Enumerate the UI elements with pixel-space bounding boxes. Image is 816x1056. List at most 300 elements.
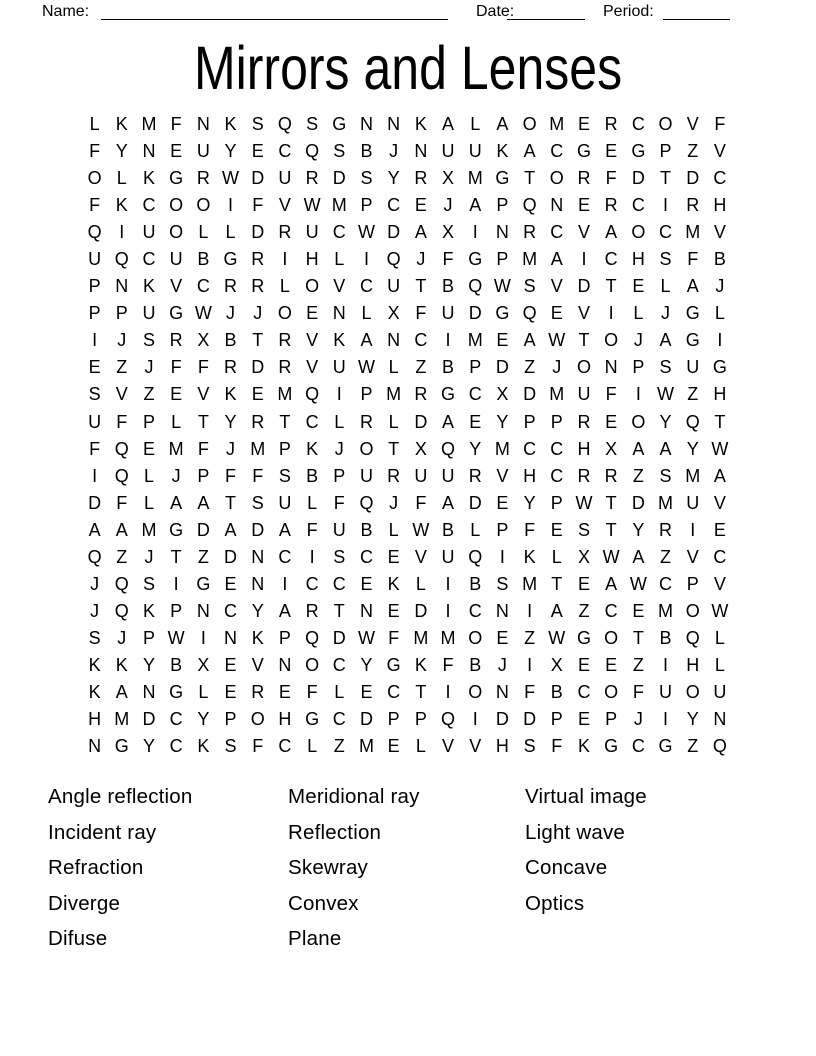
grid-letter: U [332,519,346,540]
word-list-column-1 [48,779,193,957]
grid-letter: B [306,465,319,486]
grid-letter: Q [386,249,401,270]
grid-letter: D [686,168,700,189]
grid-letter: C [196,276,210,297]
grid-letter: K [251,627,264,648]
grid-letter: B [442,276,455,297]
grid-letter: U [88,249,102,270]
grid-letter: P [550,492,563,513]
word-list-item: Light wave [525,820,626,844]
grid-letter: C [278,141,292,162]
grid-letter: C [631,736,645,757]
grid-letter: Z [687,736,699,757]
grid-letter: L [279,276,290,297]
word-list-column-2 [288,779,420,957]
grid-letter: Y [387,168,400,189]
grid-letter: A [224,519,237,540]
grid-letter: E [278,682,291,702]
grid-letter: W [657,384,675,405]
grid-letter: E [577,195,590,216]
grid-letter: X [442,222,455,243]
grid-letter: N [88,736,102,757]
grid-letter: L [388,411,399,432]
grid-letter: R [468,465,482,486]
grid-letter: D [631,168,645,189]
grid-letter: A [496,114,509,135]
grid-letter: T [605,492,617,513]
grid-letter: G [658,736,673,757]
grid-letter: F [632,682,644,702]
grid-letter: Z [687,384,699,405]
grid-letter: U [332,357,346,378]
grid-letter: P [605,709,618,730]
grid-letter: U [196,141,210,162]
grid-letter: T [714,411,726,432]
grid-letter: W [412,519,430,540]
grid-letter: W [629,573,647,594]
grid-letter: P [387,709,400,730]
grid-letter: C [468,384,482,405]
grid-letter: D [495,357,509,378]
grid-letter: C [359,546,373,567]
grid-letter: Q [468,546,483,567]
grid-letter: N [495,600,509,621]
grid-letter: S [496,573,509,594]
word-list-item: Difuse [48,927,108,951]
grid-letter: O [196,195,211,216]
grid-letter: I [200,627,206,648]
grid-letter: H [577,438,591,459]
grid-letter: S [278,465,291,486]
grid-letter: A [88,519,101,540]
grid-letter: S [333,141,346,162]
grid-letter: J [144,546,154,567]
grid-letter: A [115,682,128,702]
grid-letter: A [170,492,183,513]
grid-letter: I [92,465,98,486]
grid-letter: L [470,519,481,540]
grid-letter: V [306,357,319,378]
grid-letter: Q [277,114,292,135]
grid-letter: B [550,682,563,702]
grid-letter: K [115,114,128,135]
grid-letter: O [604,627,619,648]
grid-letter: Y [251,600,264,621]
grid-letter: E [224,682,237,702]
grid-letter: J [715,276,725,297]
grid-letter: C [604,249,618,270]
word-list-item: Reflection [288,820,382,844]
grid-letter: X [550,654,563,675]
grid-letter: P [496,519,509,540]
grid-letter: U [468,141,482,162]
grid-letter: K [115,654,128,675]
grid-letter: R [251,411,265,432]
grid-letter: A [632,438,645,459]
grid-letter: D [468,492,482,513]
grid-letter: E [360,573,373,594]
grid-letter: K [333,330,346,351]
grid-letter: L [89,114,100,135]
grid-letter: G [468,249,483,270]
grid-letter: Q [522,303,537,324]
grid-letter: L [714,627,725,648]
grid-letter: I [717,330,723,351]
grid-letter: D [142,709,156,730]
grid-letter: R [659,519,673,540]
grid-letter: N [278,654,292,675]
grid-letter: K [142,168,155,189]
grid-letter: R [604,465,618,486]
grid-letter: O [604,330,619,351]
grid-letter: L [415,573,426,594]
grid-letter: T [632,627,644,648]
grid-letter: O [604,682,619,702]
grid-letter: G [196,573,211,594]
grid-letter: P [278,438,291,459]
grid-letter: F [89,195,101,216]
grid-letter: E [251,384,264,405]
grid-letter: F [252,465,264,486]
grid-letter: I [445,600,451,621]
grid-letter: Z [524,357,536,378]
grid-letter: U [441,546,455,567]
grid-letter: L [334,249,345,270]
grid-letter: Q [685,627,700,648]
grid-letter: I [527,654,533,675]
grid-letter: R [278,222,292,243]
grid-letter: R [387,465,401,486]
grid-letter: L [307,492,318,513]
grid-letter: S [659,249,672,270]
grid-letter: F [551,736,563,757]
grid-letter: X [414,438,427,459]
grid-letter: N [332,303,346,324]
grid-letter: Y [224,141,237,162]
grid-letter: M [522,573,538,594]
grid-letter: E [414,195,427,216]
grid-letter: D [577,276,591,297]
grid-letter: Z [632,654,644,675]
grid-letter: I [472,222,478,243]
grid-letter: E [605,411,618,432]
word-list-item: Concave [525,856,608,880]
grid-letter: W [357,627,375,648]
grid-letter: J [253,303,263,324]
grid-letter: E [605,141,618,162]
grid-letter: R [251,249,265,270]
grid-letter: W [493,276,511,297]
grid-letter: P [659,141,672,162]
grid-letter: Q [114,438,129,459]
grid-letter: W [711,438,729,459]
grid-letter: E [496,492,509,513]
grid-letter: W [194,303,212,324]
grid-letter: M [549,114,565,135]
period-label: Period: [603,3,654,20]
grid-letter: D [251,168,265,189]
grid-letter: Y [523,492,536,513]
grid-letter: L [388,357,399,378]
grid-letter: B [197,249,210,270]
grid-letter: J [497,654,507,675]
grid-letter: C [577,682,591,702]
grid-letter: K [142,276,155,297]
grid-letter: F [89,438,101,459]
grid-letter: Q [305,141,320,162]
grid-letter: U [142,222,156,243]
grid-letter: O [685,600,700,621]
grid-letter: T [524,168,536,189]
grid-letter: K [414,114,427,135]
grid-letter: U [278,492,292,513]
grid-letter: I [608,303,614,324]
grid-letter: E [496,627,509,648]
grid-letter: M [114,709,130,730]
grid-letter: B [469,654,482,675]
grid-letter: L [334,682,345,702]
grid-letter: F [442,249,454,270]
grid-letter: F [687,249,699,270]
grid-letter: A [469,195,482,216]
grid-letter: A [115,519,128,540]
grid-letter: S [333,546,346,567]
grid-letter: K [197,736,210,757]
grid-letter: F [714,114,726,135]
grid-letter: V [278,195,291,216]
grid-letter: E [577,573,590,594]
grid-letter: V [577,303,590,324]
grid-letter: D [224,546,238,567]
grid-letter: R [577,411,591,432]
grid-letter: H [713,384,727,405]
grid-letter: E [142,438,155,459]
grid-letter: D [387,222,401,243]
grid-letter: Y [686,438,699,459]
grid-letter: I [663,195,669,216]
grid-letter: Q [468,276,483,297]
grid-letter: E [170,141,183,162]
grid-letter: Y [632,519,645,540]
grid-letter: S [142,330,155,351]
grid-letter: N [196,114,210,135]
grid-letter: C [332,573,346,594]
grid-letter: D [359,709,373,730]
grid-letter: O [685,682,700,702]
grid-letter: J [443,195,453,216]
grid-letter: E [713,519,726,540]
grid-letter: J [633,709,643,730]
grid-letter: C [604,600,618,621]
title-row [0,33,816,103]
grid-letter: C [713,168,727,189]
grid-letter: A [278,600,291,621]
grid-letter: W [711,600,729,621]
grid-letter: O [277,303,292,324]
grid-letter: O [305,276,320,297]
grid-letter: R [414,168,428,189]
grid-letter: E [550,303,563,324]
grid-letter: T [252,330,264,351]
grid-letter: L [307,736,318,757]
grid-letter: A [550,249,563,270]
grid-letter: E [170,384,183,405]
grid-letter: E [224,654,237,675]
grid-letter: C [359,276,373,297]
grid-letter: C [659,573,673,594]
grid-letter: H [278,709,292,730]
grid-letter: X [496,384,509,405]
grid-letter: S [224,736,237,757]
grid-letter: V [496,465,509,486]
grid-letter: A [605,573,618,594]
grid-letter: Q [114,573,129,594]
grid-letter: A [659,438,672,459]
grid-letter: U [441,465,455,486]
grid-letter: T [170,546,182,567]
grid-letter: U [659,682,673,702]
grid-letter: O [87,168,102,189]
grid-letter: U [278,168,292,189]
grid-letter: Q [114,249,129,270]
word-list-item: Angle reflection [48,785,193,808]
grid-letter: W [303,195,321,216]
grid-letter: O [169,222,184,243]
grid-letter: R [414,384,428,405]
grid-letter: D [251,357,265,378]
grid-letter: A [278,519,291,540]
grid-letter: S [306,114,319,135]
grid-letter: O [549,168,564,189]
grid-letter: Q [441,709,456,730]
grid-letter: C [523,438,537,459]
grid-letter: M [440,627,456,648]
grid-letter: U [414,465,428,486]
grid-letter: L [388,519,399,540]
grid-letter: E [251,141,264,162]
grid-letter: P [278,627,291,648]
grid-letter: T [415,682,427,702]
grid-letter: F [306,682,318,702]
grid-letter: G [305,709,320,730]
grid-letter: N [359,600,373,621]
grid-letter: L [143,465,154,486]
grid-letter: F [197,438,209,459]
grid-letter: G [386,654,401,675]
grid-letter: Z [143,384,155,405]
grid-letter: T [605,276,617,297]
grid-letter: Q [87,546,102,567]
grid-letter: R [251,682,265,702]
grid-letter: Q [441,438,456,459]
grid-letter: F [605,168,617,189]
grid-letter: I [282,249,288,270]
grid-letter: S [577,519,590,540]
grid-letter: I [527,600,533,621]
grid-letter: C [631,114,645,135]
grid-letter: B [469,573,482,594]
grid-letter: L [415,736,426,757]
grid-letter: I [635,384,641,405]
grid-letter: G [169,168,184,189]
grid-letter: A [523,141,536,162]
grid-letter: I [336,384,342,405]
grid-letter: C [332,709,346,730]
grid-letter: T [279,411,291,432]
grid-letter: J [144,357,154,378]
grid-letter: B [442,519,455,540]
grid-letter: F [116,411,128,432]
grid-letter: Z [578,600,590,621]
grid-letter: F [170,357,182,378]
grid-letter: L [714,303,725,324]
grid-letter: J [117,330,127,351]
grid-letter: J [633,330,643,351]
grid-letter: R [305,600,319,621]
grid-letter: G [712,357,727,378]
grid-letter: M [250,438,266,459]
grid-letter: J [334,438,344,459]
grid-letter: S [360,168,373,189]
grid-letter: I [472,709,478,730]
grid-letter: X [197,654,210,675]
grid-letter: P [496,195,509,216]
grid-letter: C [169,736,183,757]
grid-letter: Q [305,627,320,648]
grid-letter: Y [142,736,155,757]
grid-letter: W [575,492,593,513]
grid-letter: R [224,276,238,297]
grid-letter: J [90,600,100,621]
grid-letter: T [225,492,237,513]
grid-letter: Z [687,141,699,162]
grid-letter: N [604,357,618,378]
grid-letter: F [170,114,182,135]
grid-letter: R [278,330,292,351]
grid-letter: O [468,627,483,648]
grid-letter: S [659,465,672,486]
grid-letter: L [198,682,209,702]
grid-letter: J [389,492,399,513]
grid-letter: S [523,276,536,297]
grid-letter: I [363,249,369,270]
name-label: Name: [42,3,90,20]
grid-letter: M [413,627,429,648]
grid-letter: N [387,330,401,351]
grid-letter: E [387,600,400,621]
grid-letter: K [142,600,155,621]
grid-letter: X [577,546,590,567]
grid-letter: W [222,168,240,189]
grid-letter: G [631,141,646,162]
grid-letter: Y [115,141,128,162]
grid-letter: P [197,465,210,486]
grid-letter: V [577,222,590,243]
grid-letter: W [602,546,620,567]
grid-letter: A [550,600,563,621]
grid-letter: Z [660,546,672,567]
grid-letter: D [495,709,509,730]
grid-letter: V [251,654,264,675]
grid-letter: I [581,249,587,270]
grid-letter: Q [359,492,374,513]
grid-letter: H [631,249,645,270]
grid-letter: S [142,573,155,594]
grid-letter: P [142,411,155,432]
grid-letter: M [658,492,674,513]
grid-letter: Z [333,736,345,757]
grid-letter: O [359,438,374,459]
